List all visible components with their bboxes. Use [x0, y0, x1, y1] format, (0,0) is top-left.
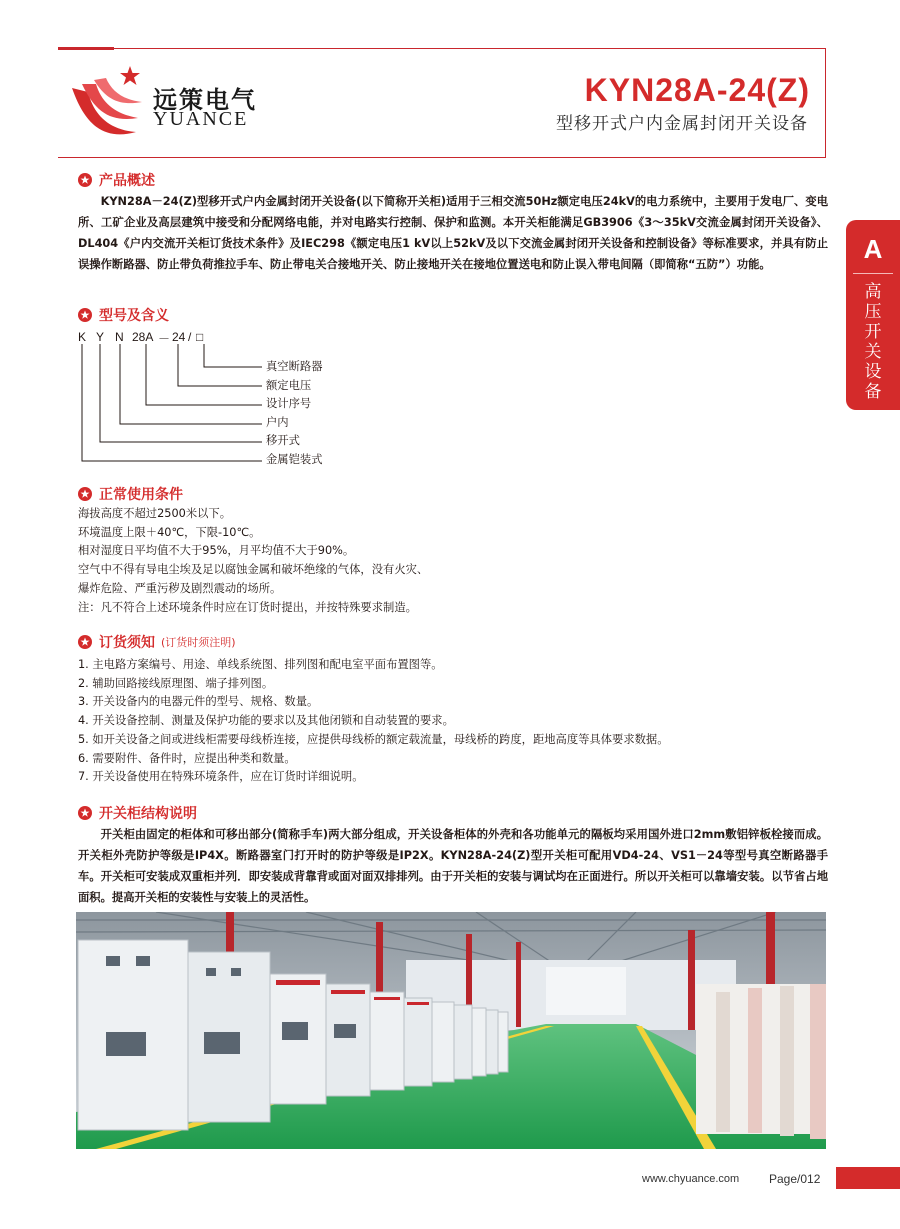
conditions-list — [78, 505, 428, 617]
section-title-ordering — [78, 632, 236, 652]
condition-line: 爆炸危险、严重污秽及剧烈震动的场所。 — [78, 581, 282, 595]
page-number: Page/012 — [769, 1172, 821, 1186]
ordering-item: 3. 开关设备内的电器元件的型号、规格、数量。 — [78, 695, 319, 709]
overview-paragraph: KYN28A－24(Z)型移开式户内金属封闭开关设备(以下简称开关柜)适用于三相交流50Hz额定电压24kV的电力系统中，主要用于发电厂、变电所、工矿企业及高层建筑中接受和分配网络电能，并对电路实行控制、保护和监测。本开关柜能满足GB3906《3～35kV交流金属封闭开关设备》、DL404《户内交流开关柜订货技术条件》及IEC298《额定电压1 kV以上52kV及以下交流金属封闭开关设备和控制设备》等标准要求，并具有防止误操作断路器、防止带负荷推拉手车、防止带电关合接地开关、防止接地开关在接地位置送电和防止误入带电间隔（即简称“五防”）功能。 — [78, 195, 828, 271]
brand-name-en: YUANCE — [153, 108, 249, 130]
condition-line: 海拔高度不超过2500米以下。 — [78, 507, 232, 520]
ordering-item: 2. 辅助回路接线原理图、端子排列图。 — [78, 676, 274, 690]
header-accent-line — [58, 47, 114, 50]
yuance-logo-icon — [66, 58, 148, 142]
code-part-24: 24 — [172, 330, 186, 344]
structure-paragraph: 开关柜由固定的柜体和可移出部分(简称手车)两大部分组成，开关设备柜体的外壳和各功能单元的隔板均采用国外进口2mm敷铝锌板栓接而成。开关柜外壳防护等级是IP4X。断路器室门打开时的防护等级是IP2X。KYN28A-24(Z)型开关柜可配用VD4-24、VS1－24等型号真空断路器手车。开关柜可安装成双重柜并列．即安装成背靠背或面对面双排排列。由于开关柜的安装与调试均在正面进行。所以开关柜可以靠墙安装。以节省占地面积。提高开关柜的安装性与安装上的灵活性。 — [78, 828, 828, 904]
star-bullet-icon — [78, 806, 92, 820]
code-part-y: Y — [96, 330, 105, 344]
label-vacuum-breaker: 真空断路器 — [266, 360, 323, 373]
section-title-text: 订货须知 — [99, 635, 155, 651]
code-part-28a: 28A — [132, 330, 154, 344]
model-diagram-lines — [70, 340, 270, 470]
section-title-text: 开关柜结构说明 — [99, 806, 197, 822]
model-labels — [266, 358, 323, 470]
code-part-n: N — [115, 330, 124, 344]
label-design-number: 设计序号 — [266, 397, 312, 411]
footer-website-link[interactable]: www.chyuance.com — [642, 1173, 740, 1185]
section-title-structure — [78, 803, 197, 823]
ordering-item: 5. 如开关设备之间或进线柜需要母线桥连接，应提供母线桥的额定载流量，母线桥的跨度，距地高度等具体要求数据。 — [78, 732, 669, 746]
condition-line: 环境温度上限＋40℃，下限-10℃。 — [78, 525, 261, 539]
footer-accent-bar — [836, 1167, 900, 1189]
category-letter: A — [863, 234, 883, 264]
star-bullet-icon — [78, 487, 92, 501]
star-bullet-icon — [78, 308, 92, 322]
condition-line: 空气中不得有导电尘埃及足以腐蚀金属和破坏绝缘的气体，没有火灾、 — [78, 563, 429, 577]
section-title-conditions — [78, 484, 183, 504]
ordering-item: 4. 开关设备控制、测量及保护功能的要求以及其他闭锁和自动装置的要求。 — [78, 714, 454, 728]
code-part-dash: － — [158, 332, 171, 346]
section-title-text: 产品概述 — [99, 173, 155, 189]
label-rated-voltage: 额定电压 — [266, 378, 312, 392]
code-part-box: □ — [196, 330, 204, 344]
brand-name-cn: 远策电气 — [153, 86, 257, 114]
condition-line: 注：凡不符合上述环境条件时应在订货时提出，并按特殊要求制造。 — [78, 600, 417, 614]
ordering-list — [78, 656, 669, 787]
star-bullet-icon — [78, 173, 92, 187]
star-bullet-icon — [78, 635, 92, 649]
ordering-item: 1. 主电路方案编号、用途、单线系统图、排列图和配电室平面布置图等。 — [78, 658, 443, 671]
section-title-text: 正常使用条件 — [99, 487, 183, 503]
category-side-tab[interactable] — [846, 220, 900, 410]
ordering-item: 7. 开关设备使用在特殊环境条件，应在订货时详细说明。 — [78, 770, 364, 784]
condition-line: 相对湿度日平均值不大于95%，月平均值不大于90%。 — [78, 544, 355, 558]
page-title: KYN28A-24(Z) — [584, 72, 810, 108]
category-label: 高压开关设备 — [864, 282, 882, 402]
section-title-text: 型号及含义 — [99, 308, 169, 324]
factory-photo — [76, 912, 826, 1149]
label-withdrawable: 移开式 — [266, 434, 300, 448]
section-title-overview — [78, 170, 155, 190]
ordering-note: (订货时须注明) — [161, 636, 236, 649]
code-part-k: K — [78, 330, 87, 344]
page-subtitle: 型移开式户内金属封闭开关设备 — [556, 114, 808, 134]
code-part-slash: / — [188, 330, 192, 344]
label-indoor: 户内 — [266, 415, 289, 429]
side-tab-divider — [853, 273, 893, 274]
label-metal-clad: 金属铠装式 — [266, 452, 323, 466]
ordering-item: 6. 需要附件、备件时，应提出种类和数量。 — [78, 751, 296, 765]
section-title-model — [78, 305, 169, 325]
